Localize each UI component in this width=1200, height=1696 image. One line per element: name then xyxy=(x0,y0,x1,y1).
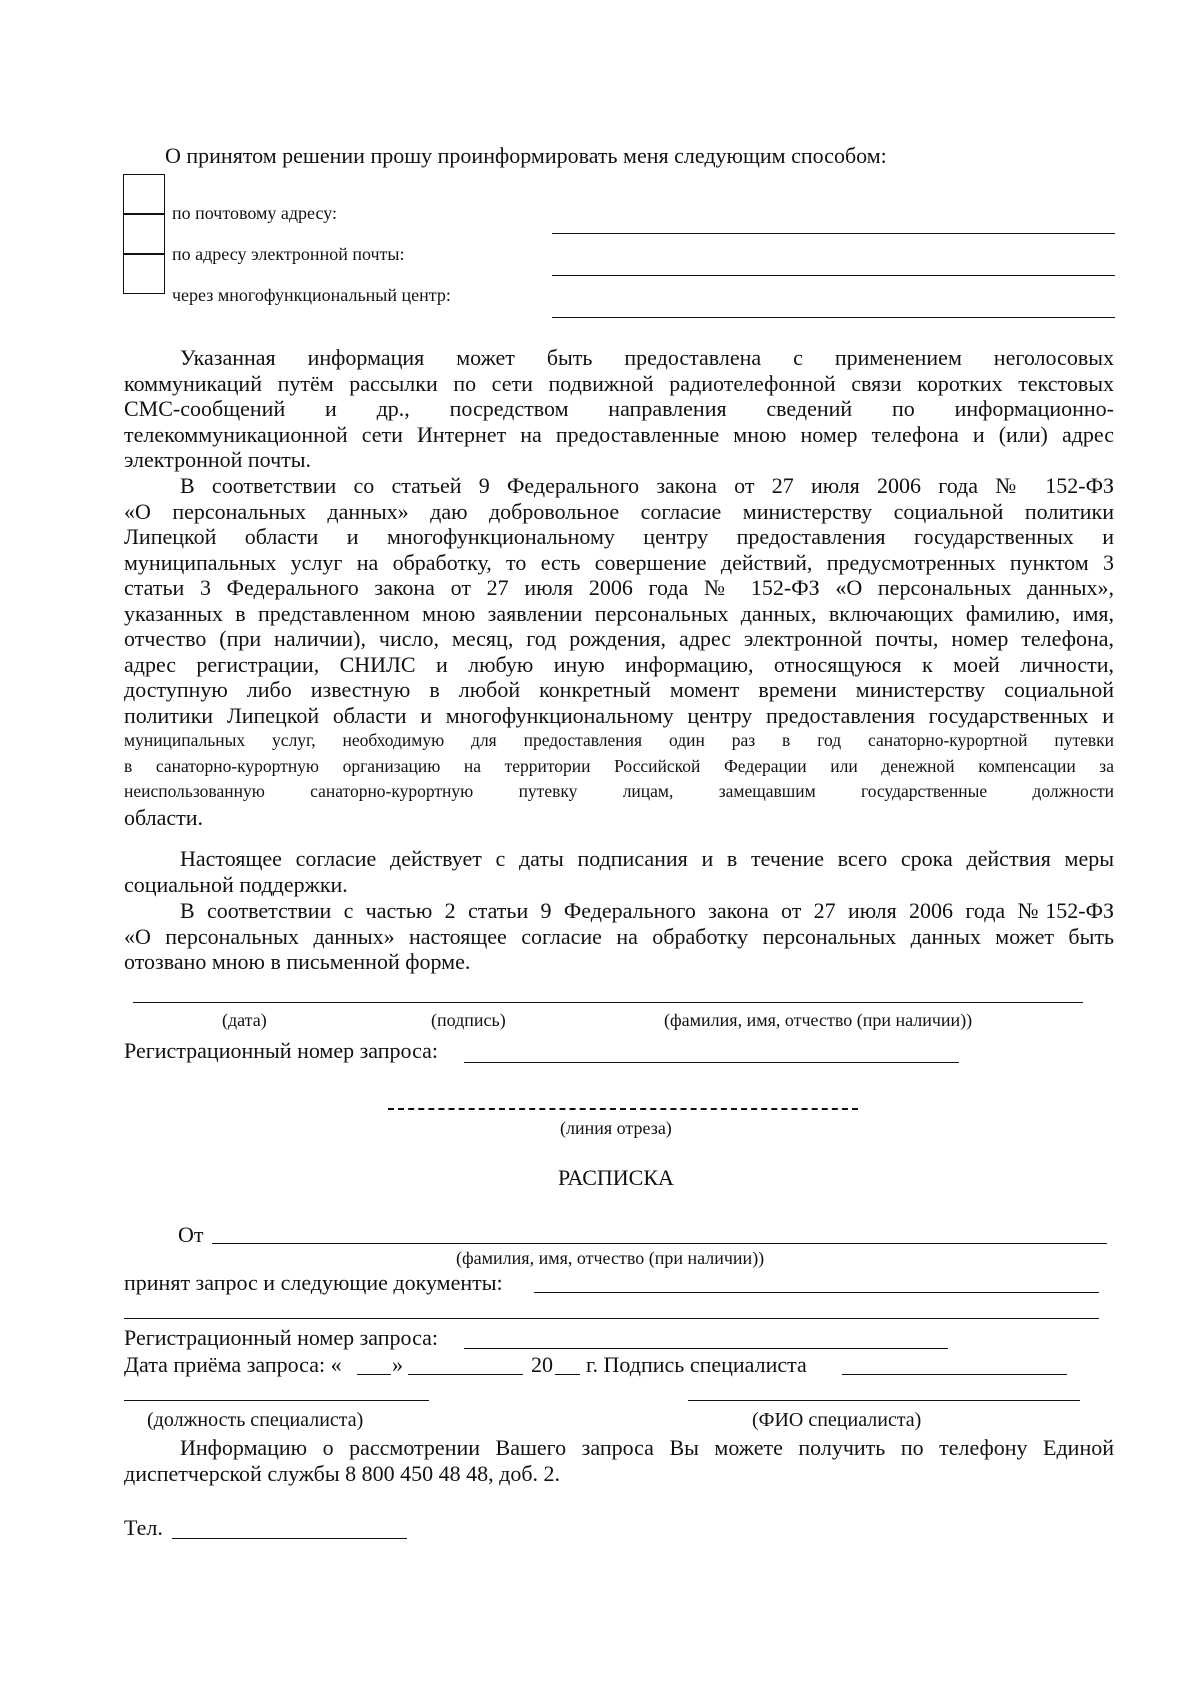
checkbox-postal[interactable] xyxy=(123,174,165,214)
tel-label: Тел. xyxy=(124,1515,163,1540)
tel-field[interactable] xyxy=(172,1538,407,1539)
paragraph-line: социальной поддержки. xyxy=(124,871,348,897)
paragraph-line: неиспользованную санаторно-курортную путевку лицам, замещавшим государственные должности xyxy=(124,781,1114,801)
paragraph-line: телекоммуникационной сети Интернет на предоставленные мною номер телефона и (или) адрес xyxy=(124,421,1114,447)
paragraph-line: Указанная информация может быть предоставлена с применением неголосовых xyxy=(180,345,1114,370)
year-prefix: 20 xyxy=(531,1352,553,1377)
date-caption: (дата) xyxy=(222,1010,267,1030)
paragraph-line: В соответствии со статьей 9 Федерального закона от 27 июля 2006 года № 152-ФЗ xyxy=(180,473,1114,498)
option-label-email: по адресу электронной почты: xyxy=(172,244,405,264)
receipt-reg-number-field[interactable] xyxy=(464,1348,948,1349)
position-field[interactable] xyxy=(124,1400,429,1401)
date-received-label: Дата приёма запроса: « xyxy=(124,1352,342,1377)
accepted-label: принят запрос и следующие документы: xyxy=(124,1270,503,1295)
paragraph-line: адрес регистрации, СНИЛС и любую иную информацию, относящуюся к моей личности, xyxy=(124,651,1114,677)
paragraph-line: Информацию о рассмотрении Вашего запроса Вы можете получить по телефону Единой xyxy=(180,1435,1114,1460)
paragraph-line: В соответствии с частью 2 статьи 9 Федерального закона от 27 июля 2006 года №152-ФЗ xyxy=(180,898,1114,923)
cut-line xyxy=(388,1108,858,1110)
withdrawal-paragraph xyxy=(124,898,1114,975)
paragraph-line: в санаторно-курортную организацию на территории Российской Федерации или денежной компенсации за xyxy=(124,755,1114,776)
paragraph-line: политики Липецкой области и многофункциональному центру предоставления государственных и xyxy=(124,702,1114,728)
documents-field-extra[interactable] xyxy=(124,1318,1099,1319)
specialist-signature-field[interactable] xyxy=(842,1374,1067,1375)
paragraph-line: «О персональных данных» настоящее согласие на обработку персональных данных может быть xyxy=(124,923,1114,949)
paragraph-line: указанных в представленном мною заявлении персональных данных, включающих фамилию, имя, xyxy=(124,600,1114,626)
paragraph-line: электронной почты. xyxy=(124,447,312,472)
day-field[interactable] xyxy=(357,1374,391,1375)
paragraph-line: муниципальных услуг, необходимую для предоставления один раз в год санаторно-курортной путевки xyxy=(124,730,1114,750)
specialist-fio-field[interactable] xyxy=(688,1400,1080,1401)
year-field[interactable] xyxy=(555,1374,580,1375)
paragraph-line: отозвано мною в письменной форме. xyxy=(124,949,471,974)
receipt-reg-number-label: Регистрационный номер запроса: xyxy=(124,1325,439,1350)
contact-info-paragraph xyxy=(124,1435,1114,1486)
paragraph-line: области. xyxy=(124,804,204,830)
cut-line-caption: (линия отреза) xyxy=(560,1118,672,1138)
consent-paragraph xyxy=(124,473,1114,830)
reg-number-field[interactable] xyxy=(464,1062,959,1063)
month-field[interactable] xyxy=(408,1374,523,1375)
from-field[interactable] xyxy=(212,1243,1107,1244)
email-address-field[interactable] xyxy=(552,275,1115,276)
postal-address-field[interactable] xyxy=(552,233,1115,234)
specialist-fio-caption: (ФИО специалиста) xyxy=(752,1409,922,1431)
paragraph-line: статьи 3 Федерального закона от 27 июля 2006 года № 152-ФЗ «О персональных данных», xyxy=(124,575,1114,600)
notify-header: О принятом решении прошу проинформировать меня следующим способом: xyxy=(165,143,887,168)
paragraph-line: диспетчерской службы 8 800 450 48 48, доб. 2. xyxy=(124,1460,561,1486)
signature-caption: (подпись) xyxy=(431,1010,506,1030)
from-caption: (фамилия, имя, отчество (при наличии)) xyxy=(456,1248,765,1268)
paragraph-line: коммуникаций путём рассылки по сети подвижной радиотелефонной связи коротких текстовых xyxy=(124,370,1114,396)
specialist-signature-label: г. Подпись специалиста xyxy=(586,1352,807,1377)
signature-line[interactable] xyxy=(133,1002,1083,1003)
info-paragraph xyxy=(124,345,1114,473)
mfc-field[interactable] xyxy=(552,317,1115,318)
paragraph-line: муниципальных услуг на обработку, то есть совершение действий, предусмотренных пунктом 3 xyxy=(124,549,1114,575)
receipt-title: РАСПИСКА xyxy=(558,1165,674,1190)
paragraph-line: отчество (при наличии), число, месяц, год рождения, адрес электронной почты, номер телефона, xyxy=(124,626,1114,651)
reg-number-label: Регистрационный номер запроса: xyxy=(124,1038,439,1063)
option-label-mfc: через многофункциональный центр: xyxy=(172,285,451,305)
paragraph-line: Настоящее согласие действует с даты подписания и в течение всего срока действия меры xyxy=(180,846,1114,871)
paragraph-line: СМС-сообщений и др., посредством направления сведений по информационно- xyxy=(124,396,1114,421)
paragraph-line: «О персональных данных» даю добровольное согласие министерству социальной политики xyxy=(124,498,1114,524)
paragraph-line: доступную либо известную в любой конкретный момент времени министерству социальной xyxy=(124,677,1114,702)
option-label-postal: по почтовому адресу: xyxy=(172,203,338,223)
checkbox-mfc[interactable] xyxy=(123,254,165,294)
documents-field[interactable] xyxy=(534,1292,1099,1293)
position-caption: (должность специалиста) xyxy=(147,1409,364,1431)
fio-caption: (фамилия, имя, отчество (при наличии)) xyxy=(664,1010,973,1030)
checkbox-email[interactable] xyxy=(123,214,165,254)
validity-paragraph xyxy=(124,846,1114,897)
from-label: От xyxy=(178,1222,204,1247)
paragraph-line: Липецкой области и многофункциональному центру предоставления государственных и xyxy=(124,524,1114,549)
date-quote-close: » xyxy=(392,1352,403,1377)
